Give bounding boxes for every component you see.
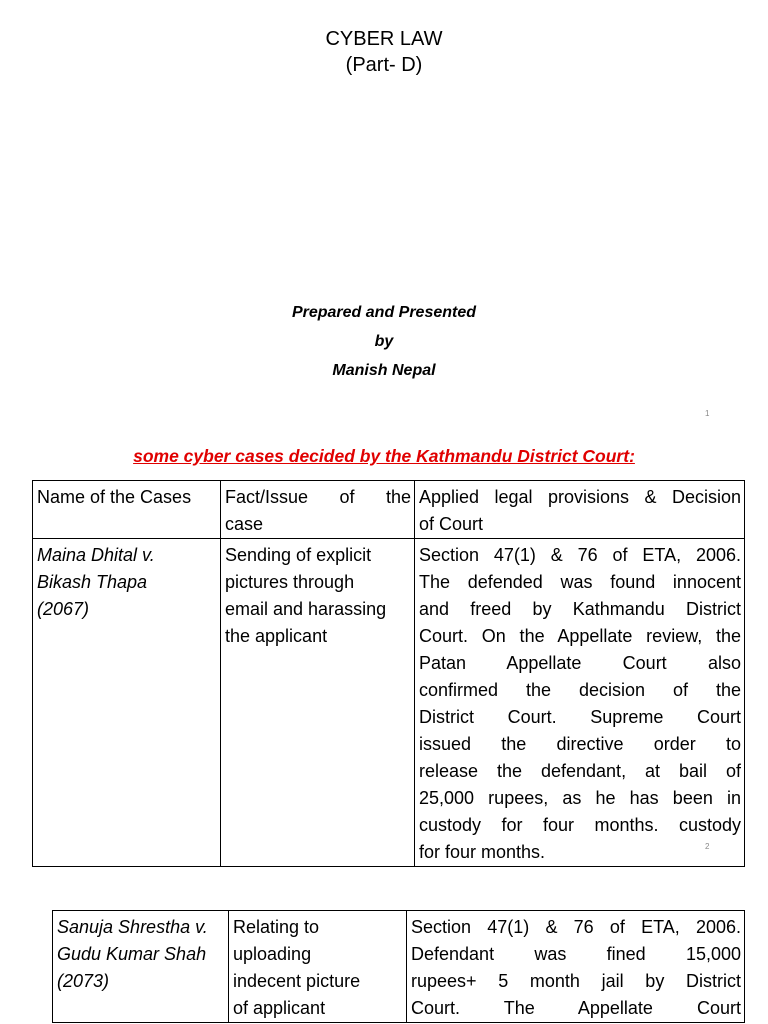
title-line-2: (Part- D) xyxy=(345,54,423,76)
presenter-name: Manish Nepal xyxy=(332,362,436,379)
prepared-label: Prepared and Presented xyxy=(291,304,477,321)
header-fact: Fact/Issue of the case xyxy=(221,481,415,539)
page-number: 1 xyxy=(705,409,710,418)
table-row xyxy=(33,539,745,867)
cases-slide xyxy=(0,430,768,870)
cases-slide-continued xyxy=(0,870,768,1024)
header-name: Name of the Cases xyxy=(33,481,221,539)
cases-table-continued xyxy=(52,910,745,1023)
header-decision: Applied legal provisions & Decision of Court xyxy=(415,481,745,539)
by-label: by xyxy=(374,333,394,350)
title-slide xyxy=(0,0,768,430)
table-row xyxy=(53,911,745,1023)
title-line-1: CYBER LAW xyxy=(325,28,443,50)
case-name-cell: Sanuja Shrestha v. Gudu Kumar Shah (2073) xyxy=(53,911,229,1023)
case-decision-cell: Section 47(1) & 76 of ETA, 2006. The defended was found innocent and freed by Kathmandu District Court. On the Appellate review, the Patan Appellate Court also confirmed the decision of the District Court. Supreme Court issued the directive order to release the defendant, at bail of 25,000 rupees, as he has been in custody for four months. custody for four months. xyxy=(415,539,745,867)
case-fact-cell: Relating to uploading indecent picture of applicant xyxy=(229,911,407,1023)
presenter-block xyxy=(0,298,768,385)
slide-heading: some cyber cases decided by the Kathmandu District Court: xyxy=(133,446,635,466)
case-fact-cell: Sending of explicit pictures through email and harassing the applicant xyxy=(221,539,415,867)
case-decision-cell: Section 47(1) & 76 of ETA, 2006. Defendant was fined 15,000 rupees+ 5 month jail by District Court. The Appellate Court xyxy=(407,911,745,1023)
page-number: 2 xyxy=(705,842,710,851)
table-header-row xyxy=(33,481,745,539)
slide-title xyxy=(0,26,768,78)
cases-table xyxy=(32,480,745,867)
case-name-cell: Maina Dhital v. Bikash Thapa (2067) xyxy=(33,539,221,867)
